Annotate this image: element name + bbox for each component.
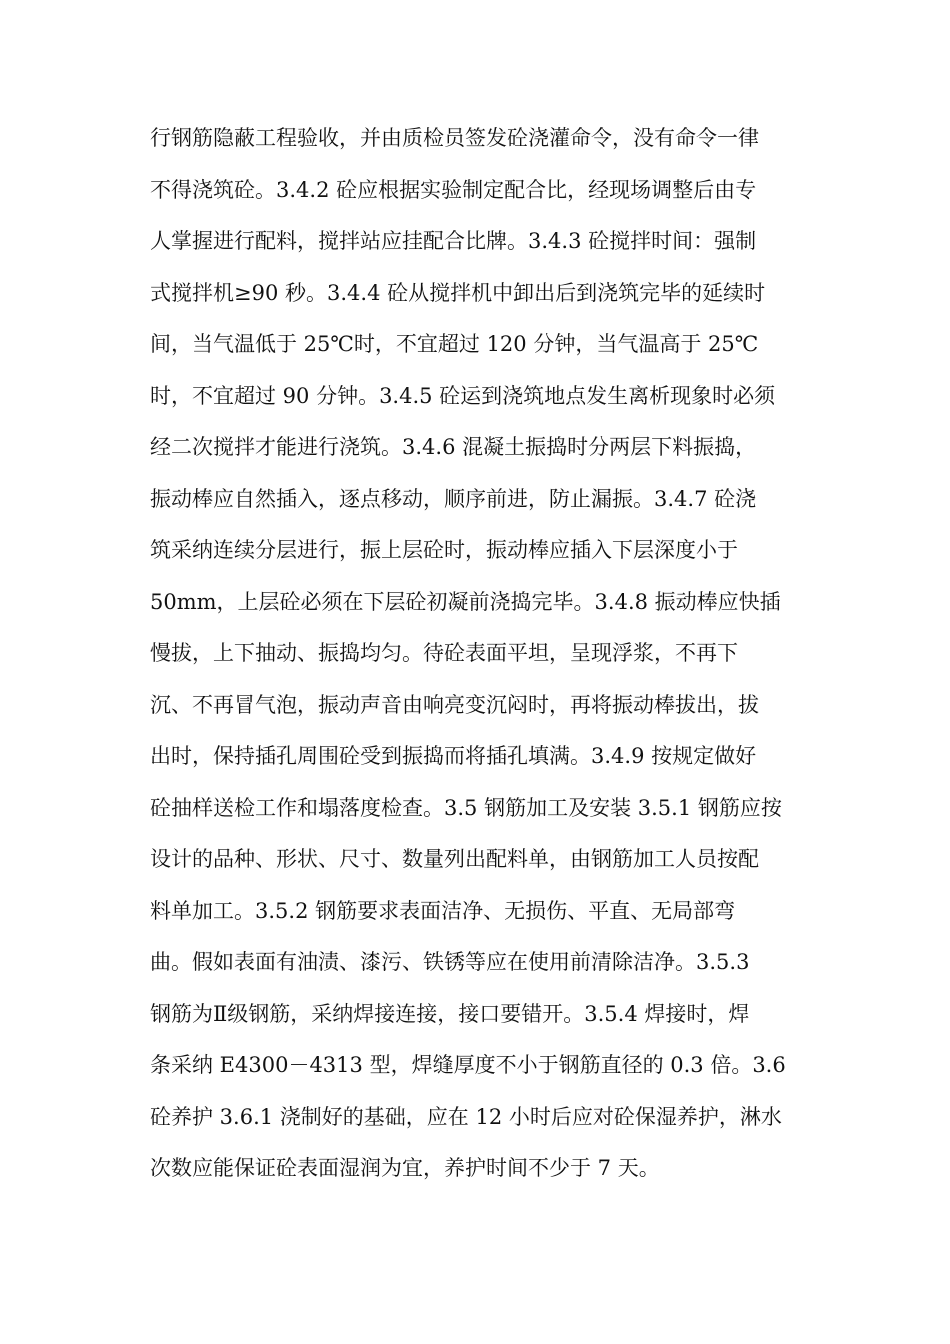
text-line: 出时，保持插孔周围砼受到振捣而将插孔填满。3.4.9 按规定做好 bbox=[150, 744, 757, 768]
text-line: 慢拔，上下抽动、振捣均匀。待砼表面平坦，呈现浮浆，不再下 bbox=[150, 641, 738, 665]
text-line: 料单加工。3.5.2 钢筋要求表面洁净、无损伤、平直、无局部弯 bbox=[150, 898, 736, 923]
text-line: 砼养护 3.6.1 浇制好的基础，应在 12 小时后应对砼保湿养护，淋水 bbox=[150, 1104, 782, 1129]
text-line: 行钢筋隐蔽工程验收，并由质检员签发砼浇灌命令，没有命令一律 bbox=[150, 126, 759, 150]
body-text bbox=[150, 116, 810, 1198]
text-line: 沉、不再冒气泡，振动声音由响亮变沉闷时，再将振动棒拔出，拔 bbox=[150, 692, 759, 717]
text-line: 人掌握进行配料，搅拌站应挂配合比牌。3.4.3 砼搅拌时间：强制 bbox=[150, 229, 757, 253]
text-line: 经二次搅拌才能进行浇筑。3.4.6 混凝土振捣时分两层下料振捣， bbox=[150, 435, 757, 459]
text-line: 间，当气温低于 25℃时，不宜超过 120 分钟，当气温高于 25℃ bbox=[150, 332, 759, 356]
text-line: 条采纳 E4300－4313 型，焊缝厚度不小于钢筋直径的 0.3 倍。3.6 bbox=[150, 1053, 786, 1077]
text-line: 时，不宜超过 90 分钟。3.4.5 砼运到浇筑地点发生离析现象时必须 bbox=[150, 383, 776, 408]
text-line: 钢筋为Ⅱ级钢筋，采纳焊接连接，接口要错开。3.5.4 焊接时，焊 bbox=[150, 1001, 750, 1026]
text-line: 砼抽样送检工作和塌落度检查。3.5 钢筋加工及安装 3.5.1 钢筋应按 bbox=[150, 795, 782, 820]
text-line: 振动棒应自然插入，逐点移动，顺序前进，防止漏振。3.4.7 砼浇 bbox=[150, 486, 757, 511]
text-line: 50mm，上层砼必须在下层砼初凝前浇捣完毕。3.4.8 振动棒应快插 bbox=[150, 589, 781, 614]
text-line: 次数应能保证砼表面湿润为宜，养护时间不少于 7 天。 bbox=[150, 1156, 660, 1180]
text-line: 设计的品种、形状、尺寸、数量列出配料单，由钢筋加工人员按配 bbox=[150, 847, 759, 871]
text-line: 式搅拌机≥90 秒。3.4.4 砼从搅拌机中卸出后到浇筑完毕的延续时 bbox=[150, 280, 766, 305]
text-line: 曲。假如表面有油渍、漆污、铁锈等应在使用前清除洁净。3.5.3 bbox=[150, 950, 750, 974]
text-line: 筑采纳连续分层进行，振上层砼时，振动棒应插入下层深度小于 bbox=[150, 538, 738, 562]
text-line: 不得浇筑砼。3.4.2 砼应根据实验制定配合比，经现场调整后由专 bbox=[150, 177, 757, 202]
